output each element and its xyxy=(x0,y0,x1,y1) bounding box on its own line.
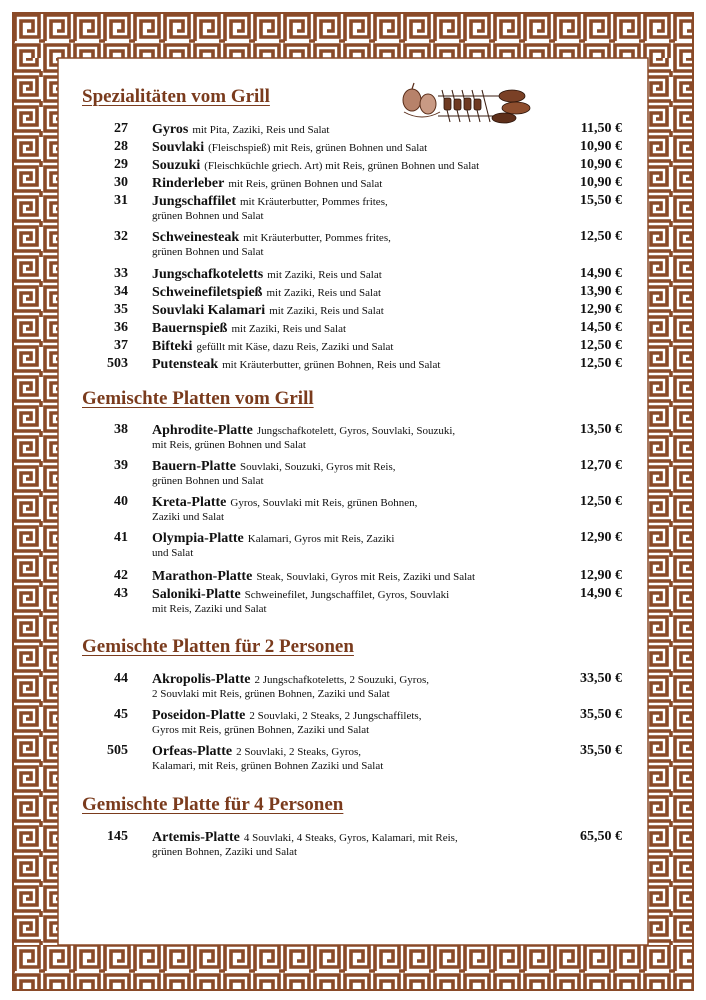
item-name: Bauernspieß xyxy=(152,321,228,336)
section-grill-specialties xyxy=(82,84,622,372)
item-number: 44 xyxy=(114,671,128,686)
section-platter-4-persons xyxy=(82,792,622,858)
item-name: Souzuki xyxy=(152,158,201,173)
item-detail: Kalamari, Gyros mit Reis, Zaziki xyxy=(247,533,395,545)
section-title: Gemischte Platten für 2 Personen xyxy=(82,636,354,657)
item-name: Kreta-Platte xyxy=(152,495,227,510)
item-name: Bauern-Platte xyxy=(152,459,236,474)
item-detail-line2: und Salat xyxy=(152,547,194,559)
item-detail: Souvlaki, Souzuki, Gyros mit Reis, xyxy=(239,461,396,473)
item-price: 12,90 € xyxy=(580,568,622,583)
item-detail: 4 Souvlaki, 4 Steaks, Gyros, Kalamari, mit Reis, xyxy=(243,832,458,844)
item-detail-line2: grünen Bohnen und Salat xyxy=(152,210,264,222)
item-price: 12,90 € xyxy=(580,302,622,317)
item-number: 45 xyxy=(114,707,128,722)
item-name: Jungschaffilet xyxy=(152,194,236,209)
item-detail: mit Kräuterbutter, Pommes frites, xyxy=(240,196,388,208)
item-detail: mit Zaziki, Reis und Salat xyxy=(231,323,347,335)
item-number: 145 xyxy=(107,829,128,844)
item-name: Rinderleber xyxy=(152,176,225,191)
item-number: 39 xyxy=(114,458,128,473)
item-price: 12,50 € xyxy=(580,494,622,509)
item-price: 12,70 € xyxy=(580,458,622,473)
item-price: 14,50 € xyxy=(580,320,622,335)
item-number: 35 xyxy=(114,302,128,317)
item-detail: mit Kräuterbutter, grünen Bohnen, Reis und Salat xyxy=(222,359,441,371)
section-mixed-grill-platters xyxy=(82,386,622,615)
item-detail: mit Zaziki, Reis und Salat xyxy=(269,305,384,317)
item-name: Jungschafkoteletts xyxy=(152,267,264,282)
item-detail: mit Zaziki, Reis und Salat xyxy=(266,287,382,299)
item-number: 503 xyxy=(107,356,128,371)
item-number: 41 xyxy=(114,530,128,545)
item-detail: mit Pita, Zaziki, Reis und Salat xyxy=(192,124,330,136)
item-name: Poseidon-Platte xyxy=(152,708,246,723)
item-number: 33 xyxy=(114,266,128,281)
item-price: 12,90 € xyxy=(580,530,622,545)
item-price: 35,50 € xyxy=(580,743,622,758)
item-name: Aphrodite-Platte xyxy=(152,423,253,438)
item-detail: (Fleischküchle griech. Art) mit Reis, grünen Bohnen und Salat xyxy=(204,160,480,172)
item-price: 15,50 € xyxy=(580,193,622,208)
item-price: 13,50 € xyxy=(580,422,622,437)
item-detail: 2 Souvlaki, 2 Steaks, 2 Jungschaffilets, xyxy=(249,710,422,722)
item-name: Putensteak xyxy=(152,357,219,372)
item-name: Orfeas-Platte xyxy=(152,744,233,759)
item-price: 10,90 € xyxy=(580,139,622,154)
item-name: Marathon-Platte xyxy=(152,569,253,584)
item-name: Saloniki-Platte xyxy=(152,587,241,602)
section-title: Spezialitäten vom Grill xyxy=(82,86,270,107)
item-name: Bifteki xyxy=(152,339,193,354)
item-detail: mit Zaziki, Reis und Salat xyxy=(267,269,382,281)
item-number: 31 xyxy=(114,193,128,208)
item-number: 38 xyxy=(114,422,128,437)
item-number: 32 xyxy=(114,229,128,244)
item-number: 505 xyxy=(107,743,128,758)
item-price: 12,50 € xyxy=(580,338,622,353)
item-price: 10,90 € xyxy=(580,175,622,190)
item-name: Schweinesteak xyxy=(152,230,240,245)
item-detail-line2: grünen Bohnen und Salat xyxy=(152,475,264,487)
item-detail-line2: grünen Bohnen und Salat xyxy=(152,246,264,258)
section-platters-2-persons xyxy=(82,634,622,772)
item-name: Souvlaki xyxy=(152,140,205,155)
item-detail: (Fleischspieß) mit Reis, grünen Bohnen und Salat xyxy=(208,142,428,154)
item-detail-line2: Gyros mit Reis, grünen Bohnen, Zaziki und Salat xyxy=(152,724,370,736)
item-detail: Jungschafkotelett, Gyros, Souvlaki, Souzuki, xyxy=(256,425,456,437)
item-number: 36 xyxy=(114,320,128,335)
item-number: 43 xyxy=(114,586,128,601)
item-name: Gyros xyxy=(152,122,189,137)
item-name: Olympia-Platte xyxy=(152,531,244,546)
item-detail-line2: Zaziki und Salat xyxy=(152,511,225,523)
item-detail-line2: 2 Souvlaki mit Reis, grünen Bohnen, Zaziki und Salat xyxy=(152,688,390,700)
item-detail: Schweinefilet, Jungschaffilet, Gyros, Souvlaki xyxy=(244,589,450,601)
section-title: Gemischte Platten vom Grill xyxy=(82,388,314,409)
item-detail-line2: mit Reis, grünen Bohnen und Salat xyxy=(152,439,306,451)
item-name: Souvlaki Kalamari xyxy=(152,303,266,318)
item-detail-line2: grünen Bohnen, Zaziki und Salat xyxy=(152,846,298,858)
section-title: Gemischte Platte für 4 Personen xyxy=(82,794,344,815)
item-price: 33,50 € xyxy=(580,671,622,686)
item-detail: 2 Souvlaki, 2 Steaks, Gyros, xyxy=(236,746,362,758)
item-number: 30 xyxy=(114,175,128,190)
item-number: 28 xyxy=(114,139,128,154)
item-detail: gefüllt mit Käse, dazu Reis, Zaziki und Salat xyxy=(196,341,394,353)
item-price: 65,50 € xyxy=(580,829,622,844)
item-detail-line2: mit Reis, Zaziki und Salat xyxy=(152,603,267,615)
item-number: 34 xyxy=(114,284,128,299)
item-price: 14,90 € xyxy=(580,266,622,281)
item-detail: mit Kräuterbutter, Pommes frites, xyxy=(243,232,391,244)
item-detail-line2: Kalamari, mit Reis, grünen Bohnen Zaziki und Salat xyxy=(152,760,384,772)
item-price: 13,90 € xyxy=(580,284,622,299)
item-price: 11,50 € xyxy=(580,121,622,136)
item-price: 35,50 € xyxy=(580,707,622,722)
item-price: 12,50 € xyxy=(580,229,622,244)
item-detail: Steak, Souvlaki, Gyros mit Reis, Zaziki und Salat xyxy=(256,571,476,583)
item-name: Artemis-Platte xyxy=(152,830,240,845)
item-name: Schweinefiletspieß xyxy=(152,285,263,300)
item-number: 40 xyxy=(114,494,128,509)
item-number: 37 xyxy=(114,338,128,353)
item-detail: mit Reis, grünen Bohnen und Salat xyxy=(228,178,383,190)
item-detail: Gyros, Souvlaki mit Reis, grünen Bohnen, xyxy=(230,497,418,509)
item-price: 10,90 € xyxy=(580,157,622,172)
item-price: 14,90 € xyxy=(580,586,622,601)
item-detail: 2 Jungschafkoteletts, 2 Souzuki, Gyros, xyxy=(254,674,429,686)
item-number: 42 xyxy=(114,568,128,583)
item-number: 29 xyxy=(114,157,128,172)
item-name: Akropolis-Platte xyxy=(152,672,251,687)
item-price: 12,50 € xyxy=(580,356,622,371)
item-number: 27 xyxy=(114,121,128,136)
